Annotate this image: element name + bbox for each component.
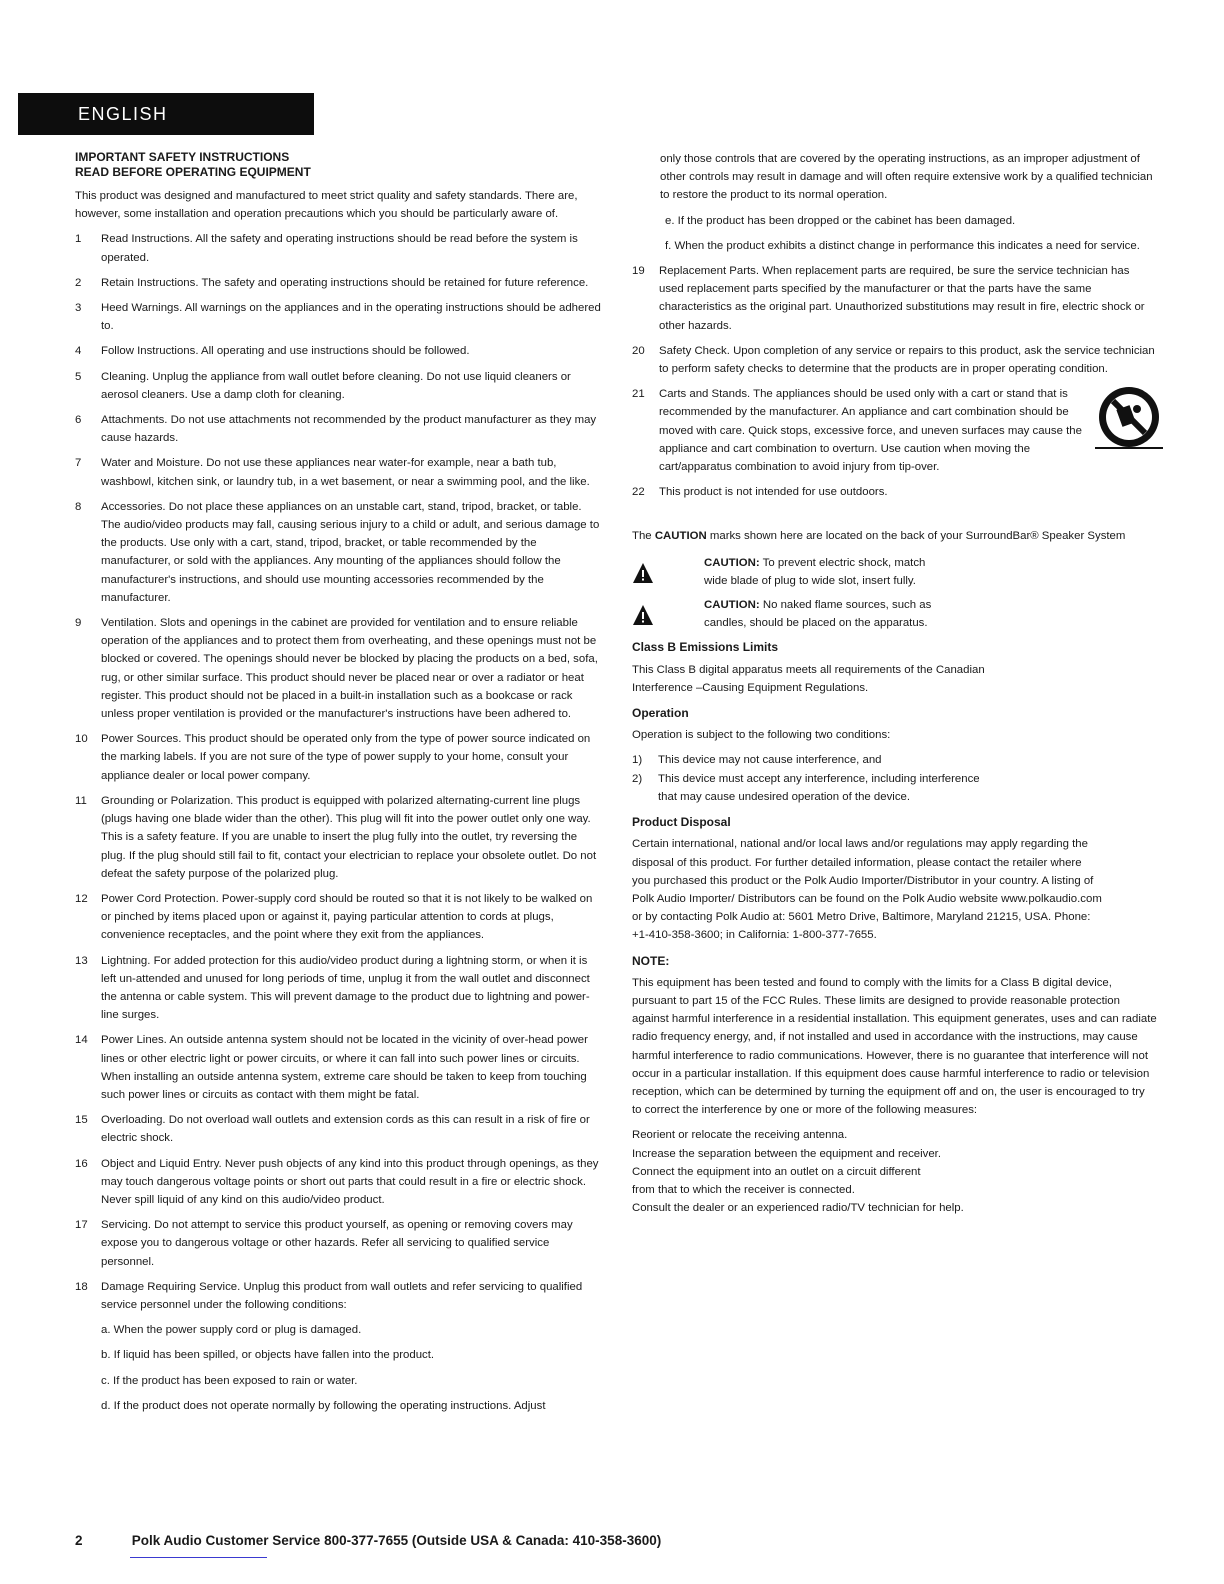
item-number: 11 [75,794,87,807]
condition-text: This device must accept any interference, including interference that may cause undesired operation of the device. [658,772,980,803]
item-text: Follow Instructions. All operating and use instructions should be followed. [101,345,470,358]
caution-intro-pre: The [632,530,652,543]
item-text: Grounding or Polarization. This product is equipped with polarized alternating-current line plugs (plugs having one blade wider than the other). This plug will fit into the power outlet only one way. This is a safety feature. If you are unable to insert the plug fully into the outlet, try reversing the plug. If the plug should still fail to fit, contact your electrician to replace your obsolete outlet. Do not defeat the safety purpose of the polarized plug. [101,794,597,880]
item-number: 5 [75,370,82,383]
service-condition-e: e. If the product has been dropped or the cabinet has been damaged. [665,214,1016,227]
instruction-item [75,498,603,607]
caution-text: To prevent electric shock, match wide blade of plug to wide slot, insert fully. [704,556,926,587]
instruction-item [75,792,603,883]
item-text: Cleaning. Unplug the appliance from wall outlet before cleaning. Do not use liquid cleaners or aerosol cleaners. Use a damp cloth for cleaning. [101,370,571,401]
item-text: Power Cord Protection. Power-supply cord should be routed so that it is not likely to be walked on or pinched by items placed upon or against it, paying particular attention to cords at plugs, convenience receptacles, and the point where they exit from the appliances. [101,892,593,942]
condition-item [632,751,1157,769]
item-number: 6 [75,414,82,427]
warning-triangle-icon [632,604,654,626]
item-text: Carts and Stands. The appliances should be used only with a cart or stand that is recommended by the manufacturer. An appliance and cart combination should be moved with care. Quick stops, excessive force, and uneven surfaces may cause the appliance and cart combination to overturn. Use caution when moving the cart/apparatus combination to avoid injury from tip-over. [659,388,1082,474]
class-b-text: This Class B digital apparatus meets all requirements of the Canadian Interference –Causing Equipment Regulations. [632,663,985,694]
item-number: 3 [75,302,82,315]
instruction-item [75,368,603,404]
service-condition-a: a. When the power supply cord or plug is damaged. [101,1324,362,1337]
instruction-item [632,342,1157,378]
instruction-item [75,1111,603,1147]
class-b-heading: Class B Emissions Limits [632,640,779,655]
item-text: Heed Warnings. All warnings on the appliances and in the operating instructions should be adhered to. [101,302,601,333]
service-condition-c: c. If the product has been exposed to rain or water. [101,1374,358,1387]
service-condition-d: d. If the product does not operate normally by following the operating instructions. Adjust [101,1399,546,1412]
caution-text-block [704,554,936,590]
item-text-wrap [659,385,1157,476]
service-condition-d-continued: only those controls that are covered by the operating instructions, as an improper adjustment of other controls may result in damage and will often require extensive work by a qualified technician to restore the product to its normal operation. [660,153,1153,202]
instruction-item [75,299,603,335]
item-text: Read Instructions. All the safety and operating instructions should be read before the system is operated. [101,233,578,264]
item-text: Safety Check. Upon completion of any service or repairs to this product, ask the service technician to perform safety checks to determine that the products are in proper operating condition. [659,344,1155,376]
service-condition-f: f. When the product exhibits a distinct change in performance this indicates a need for service. [665,239,1140,252]
instruction-item [75,730,603,785]
instruction-item [632,385,1157,476]
caution-label: CAUTION: [704,556,760,569]
item-text: Accessories. Do not place these appliances on an unstable cart, stand, tripod, bracket, or table. The audio/video products may fall, causing serious injury to a child or adult, and serious damage to the products. Use only with a cart, stand, tripod, bracket, or table recommended by the manufacturer, or sold with the appliances. Any mounting of the appliances should follow the manufacturer's instructions, and should use mounting accessories recommended by the manufacturer. [101,500,600,604]
operation-heading: Operation [632,706,689,721]
disposal-heading: Product Disposal [632,815,731,830]
caution-intro-bold: CAUTION [654,530,707,543]
left-column [75,150,603,1422]
safety-title: IMPORTANT SAFETY INSTRUCTIONS [75,150,290,164]
item-text: Object and Liquid Entry. Never push objects of any kind into this product through openings, as they may touch dangerous voltage points or short out parts that could result in a fire or electric shock. Never spill liquid of any kind on this audio/video product. [101,1157,599,1206]
item-number: 1 [75,233,82,246]
instruction-item [632,483,1157,501]
item-text: This product is not intended for use outdoors. [659,486,888,499]
item-number: 12 [75,892,88,905]
item-number: 2 [75,276,82,289]
service-condition-b: b. If liquid has been spilled, or objects have fallen into the product. [101,1349,435,1362]
item-number: 15 [75,1114,88,1127]
instruction-item [632,262,1157,335]
item-text: Attachments. Do not use attachments not recommended by the product manufacturer as they may cause hazards. [101,414,597,445]
instruction-item [75,1216,603,1271]
right-column [632,150,1157,1217]
warning-triangle-icon [632,562,654,584]
caution-flame [632,596,1157,632]
safety-subtitle: READ BEFORE OPERATING EQUIPMENT [75,165,311,179]
instruction-item [75,274,603,292]
instruction-item [75,342,603,360]
item-text: Lightning. For added protection for this audio/video product during a lightning storm, or when it is left un-attended and unused for long periods of time, unplug it from the wall outlet and disconnect the antenna or cable system. This will prevent damage to the product due to lightning and power-line surges. [101,954,590,1022]
item-number: 8 [75,500,82,513]
item-text: Damage Requiring Service. Unplug this product from wall outlets and refer servicing to qualified service personnel under the following conditions: [101,1280,583,1311]
item-text: Retain Instructions. The safety and operating instructions should be retained for future reference. [101,276,589,289]
caution-shock [632,554,1157,590]
instruction-item [75,1155,603,1210]
item-number: 18 [75,1280,88,1293]
item-text: Power Sources. This product should be operated only from the type of power source indicated on the marking labels. If you are not sure of the type of power supply to your home, consult your appliance dealer or local power company. [101,733,591,782]
language-label: ENGLISH [78,104,168,124]
item-number: 17 [75,1219,88,1232]
caution-text: No naked flame sources, such as candles, should be placed on the apparatus. [704,599,932,630]
caution-label: CAUTION: [704,599,760,612]
instruction-item [75,411,603,447]
condition-number: 1) [632,754,643,767]
item-text: Overloading. Do not overload wall outlets and extension cords as this can result in a risk of fire or electric shock. [101,1114,590,1145]
item-text: Servicing. Do not attempt to service this product yourself, as opening or removing covers may expose you to dangerous voltage or other hazards. Refer all servicing to qualified service personnel. [101,1219,573,1268]
cart-tip-over-warning-icon [1093,381,1165,453]
item-text: Water and Moisture. Do not use these appliances near water-for example, near a bath tub, washbowl, kitchen sink, or laundry tub, in a wet basement, or near a swimming pool, and the like. [101,457,590,488]
instruction-item [75,1278,603,1314]
measures-list [632,1126,1157,1217]
caution-text-block [704,596,936,632]
measure-item: Consult the dealer or an experienced radio/TV technician for help. [632,1202,964,1215]
item-text: Replacement Parts. When replacement parts are required, be sure the service technician has used replacement parts specified by the manufacturer or that the parts have the same characteristics as the original part. Unauthorized substitutions may result in fire, electric shock or other hazards. [659,265,1145,332]
item-number: 13 [75,954,88,967]
instruction-item [75,614,603,723]
disposal-text: Certain international, national and/or local laws and/or regulations may apply regarding the disposal of this product. For further detailed information, please contact the retailer where you purchased this product or the Polk Audio Importer/Distributor in your country. A listing of Polk Audio Importer/ Distributors can be found on the Polk Audio website www.polkaudio.com or by contacting Polk Audio at: 5601 Metro Drive, Baltimore, Maryland 21215, USA. Phone: +1-410-358-3600; in California: 1-800-377-7655. [632,838,1102,942]
condition-item [632,770,1157,806]
operation-intro: Operation is subject to the following two conditions: [632,729,891,742]
item-text: Ventilation. Slots and openings in the cabinet are provided for ventilation and to ensure reliable operation of the appliances and to protect them from overheating, and these openings must not be blocked or covered. The openings should never be blocked by placing the products on a bed, sofa, rug, or other similar surface. This product should never be placed near or over a radiator or heat register. This product should not be placed in a built-in installation such as a bookcase or rack unless proper ventilation is provided or the manufacturer's instructions have been adhered to. [101,617,598,721]
note-text: This equipment has been tested and found to comply with the limits for a Class B digital device, pursuant to part 15 of the FCC Rules. These limits are designed to provide reasonable protection against harmful interference in a residential installation. This equipment generates, uses and can radiate radio frequency energy, and, if not installed and used in accordance with the instructions, may cause harmful interference to radio communications. However, there is no guarantee that interference will not occur in a particular installation. If this equipment does cause harmful interference to radio or television reception, which can be determined by turning the equipment off and on, the user is encouraged to try to correct the interference by one or more of the following measures: [632,976,1157,1117]
item-number: 10 [75,733,88,746]
measure-item: Reorient or relocate the receiving antenna. [632,1129,848,1142]
instruction-item [75,1031,603,1104]
item-number: 21 [632,388,645,401]
item-number: 19 [632,265,645,278]
item-text: Power Lines. An outside antenna system should not be located in the vicinity of over-head power lines or other electric light or power circuits, or where it can fall into such power lines or circuits. When installing an outside antenna system, extreme care should be taken to keep from touching such power lines or circuits as contact with them might be fatal. [101,1034,588,1101]
instruction-item [75,454,603,490]
instruction-item [75,230,603,266]
item-number: 7 [75,457,82,470]
item-number: 14 [75,1034,88,1047]
footer-rule [130,1557,267,1558]
caution-intro [632,527,1157,545]
item-number: 4 [75,345,82,358]
safety-intro: This product was designed and manufactured to meet strict quality and safety standards. There are, however, some installation and operation precautions which you should be particularly aware of. [75,190,578,221]
language-banner [18,93,314,135]
instruction-item [75,890,603,945]
measure-item: Increase the separation between the equipment and receiver. [632,1147,942,1160]
instruction-item [75,952,603,1025]
footer-text: Polk Audio Customer Service 800-377-7655 (Outside USA & Canada: 410-358-3600) [131,1533,662,1548]
note-heading: NOTE: [632,953,670,968]
condition-number: 2) [632,772,643,785]
item-number: 20 [632,344,645,357]
page-footer [75,1532,1075,1550]
page-number: 2 [75,1533,83,1548]
condition-text: This device may not cause interference, and [658,754,882,767]
item-number: 9 [75,617,82,630]
item-number: 16 [75,1157,88,1170]
caution-intro-post: marks shown here are located on the back of your SurroundBar® Speaker System [709,530,1126,543]
measure-item: Connect the equipment into an outlet on a circuit different from that to which the receiver is connected. [632,1165,921,1196]
item-number: 22 [632,486,645,499]
